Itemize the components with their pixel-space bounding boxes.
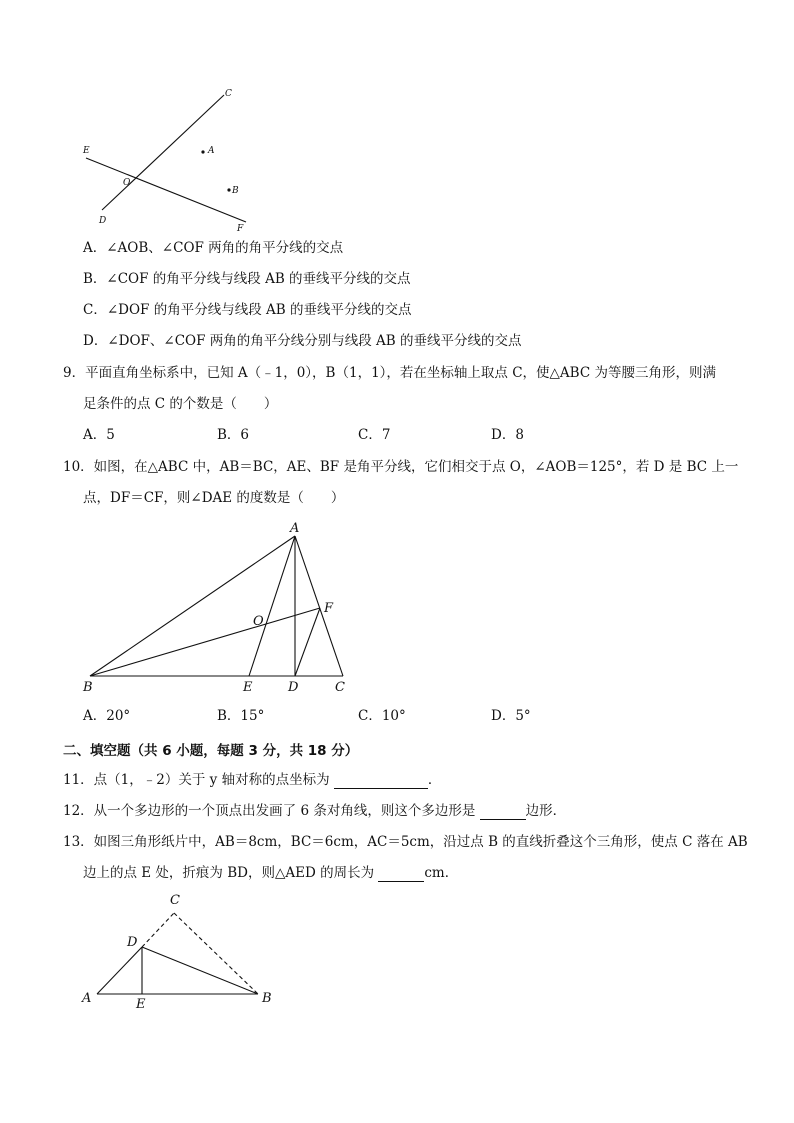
q10-line-2: 点，DF＝CF，则∠DAE 的度数是（ ） (83, 490, 345, 506)
q12-end: 边形． (525, 803, 567, 819)
q11-text: 11．点（1，﹣2）关于 y 轴对称的点坐标为 (63, 772, 334, 788)
line-CD (102, 95, 224, 210)
point-A (201, 150, 204, 153)
figure-folded-triangle (82, 888, 290, 1013)
label-B: B (232, 186, 239, 196)
label-C: C (225, 89, 232, 99)
q8-option-d: D．∠DOF、∠COF 两角的角平分线分别与线段 AB 的垂线平分线的交点 (83, 333, 522, 349)
label-E: E (83, 146, 90, 156)
label-F: F (324, 601, 334, 616)
segment-DF (295, 608, 320, 676)
q10-option-d: D．5° (491, 708, 531, 724)
q9-option-a: A．5 (83, 427, 115, 443)
label-O: O (123, 178, 131, 188)
line-EF (86, 158, 246, 222)
q8-option-a: A．∠AOB、∠COF 两角的角平分线的交点 (83, 240, 344, 256)
label-E: E (243, 680, 253, 695)
q10-option-c: C．10° (358, 708, 406, 724)
label-B: B (83, 680, 93, 695)
label-F: F (237, 224, 244, 234)
q9-line-2: 足条件的点 C 的个数是（ ） (83, 396, 278, 412)
q9-option-c: C．7 (358, 427, 391, 443)
q9-line-1: 9．平面直角坐标系中，已知 A（﹣1，0），B（1，1），若在坐标轴上取点 C，使△ABC 为等腰三角形，则满 (63, 365, 716, 381)
q12 (63, 802, 566, 820)
label-C: C (335, 680, 345, 695)
q10-option-b: B．15° (217, 708, 265, 724)
section-2-heading: 二、填空题（共 6 小题，每题 3 分，共 18 分） (63, 743, 359, 759)
label-A: A (82, 991, 92, 1006)
q13-line-2 (83, 864, 458, 882)
label-A: A (208, 146, 215, 156)
segment-AE (249, 536, 295, 676)
q10-line-1: 10．如图，在△ABC 中，AB＝BC，AE、BF 是角平分线，它们相交于点 O，∠AOB＝125°，若 D 是 BC 上一 (63, 459, 739, 475)
segment-AB (90, 536, 295, 676)
q8-option-b: B．∠COF 的角平分线与线段 AB 的垂线平分线的交点 (83, 271, 411, 287)
q9-option-d: D．8 (491, 427, 524, 443)
q13-text: 边上的点 E 处，折痕为 BD，则△AED 的周长为 (83, 865, 379, 881)
label-C: C (170, 893, 180, 908)
figure-triangle-abc (80, 518, 360, 698)
label-B: B (262, 991, 272, 1006)
label-D: D (127, 935, 138, 950)
segment-CB-dashed (174, 913, 258, 994)
label-A: A (290, 521, 300, 536)
segment-DC-dashed (142, 913, 174, 947)
q12-answer-blank[interactable] (480, 805, 526, 820)
q11-answer-blank[interactable] (334, 774, 428, 789)
q11-end: ． (427, 772, 442, 788)
point-B (227, 188, 230, 191)
figure-intersecting-lines (70, 80, 270, 240)
label-D: D (99, 216, 107, 226)
q11 (63, 771, 441, 789)
label-O: O (253, 614, 264, 629)
q13-line-1: 13．如图三角形纸片中，AB＝8cm，BC＝6cm，AC＝5cm，沿过点 B 的直线折叠这个三角形，使点 C 落在 AB (63, 834, 748, 850)
q12-text: 12．从一个多边形的一个顶点出发画了 6 条对角线，则这个多边形是 (63, 803, 480, 819)
segment-AD (97, 947, 142, 994)
q8-option-c: C．∠DOF 的角平分线与线段 AB 的垂线平分线的交点 (83, 302, 412, 318)
q13-end: cm． (424, 865, 459, 881)
q9-option-b: B．6 (217, 427, 250, 443)
segment-DB (142, 947, 258, 994)
q10-option-a: A．20° (83, 708, 131, 724)
segment-BF (90, 608, 320, 676)
q13-answer-blank[interactable] (378, 867, 424, 882)
label-D: D (288, 680, 299, 695)
label-E: E (136, 997, 146, 1012)
